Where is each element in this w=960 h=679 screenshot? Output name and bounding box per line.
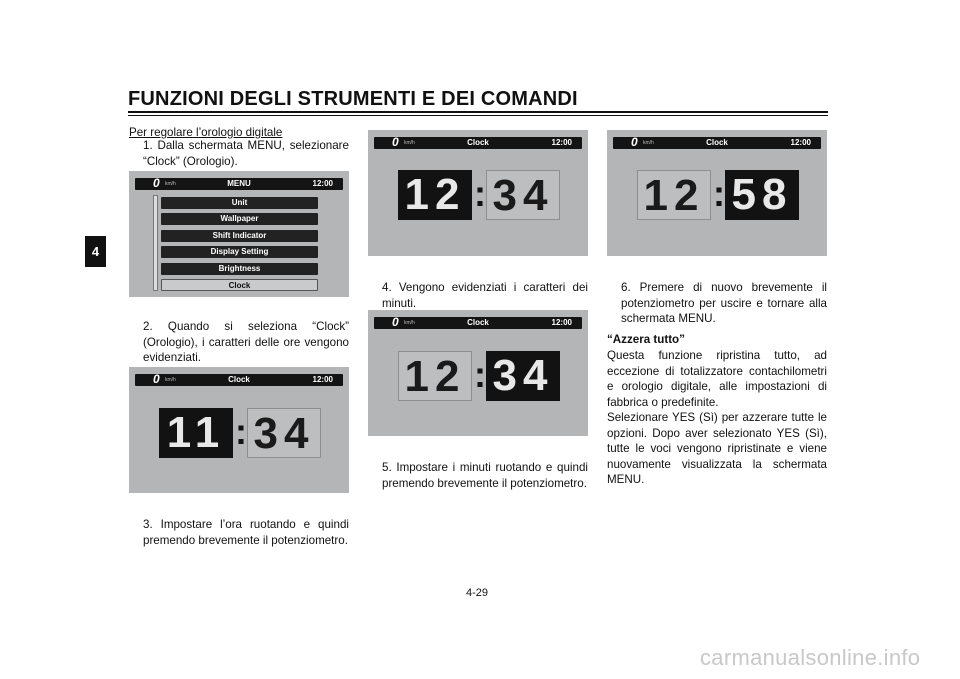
menu-item-display-setting: Display Setting: [161, 246, 318, 258]
screen-title: Clock: [467, 138, 489, 147]
reset-description: Questa funzione ripristina tutto, ad eccezione di totalizzatore contachilometri e orologio digitale, alle impostazioni di fabbrica o predefinite.: [607, 349, 827, 409]
menu-item-clock: Clock: [161, 279, 318, 291]
screen-title: Clock: [467, 318, 489, 327]
speed-unit: km/h: [165, 377, 176, 383]
hours-digits: 12: [398, 351, 472, 401]
watermark: carmanualsonline.info: [700, 645, 921, 670]
step-text: Vengono evidenziati i caratteri dei minuti.: [382, 281, 588, 310]
screen-time: 12:00: [312, 375, 333, 384]
menu-screen: [129, 171, 349, 297]
step-text: Impostare i minuti ruotando e quindi premendo brevemente il potenziometro.: [382, 461, 588, 490]
time-colon: :: [474, 173, 486, 214]
step-4: [382, 280, 588, 311]
page-title: FUNZIONI DEGLI STRUMENTI E DEI COMANDI: [128, 88, 578, 110]
time-colon: :: [474, 354, 486, 395]
screen-time: 12:00: [551, 318, 572, 327]
speed-value: 0: [392, 135, 399, 149]
speed-value: 0: [392, 315, 399, 329]
screen-title: MENU: [227, 179, 251, 188]
time-colon: :: [235, 411, 247, 452]
menu-item-shift-indicator: Shift Indicator: [161, 230, 318, 242]
step-5: [382, 460, 588, 491]
step-text: Quando si seleziona “Clock” (Orologio), i caratteri delle ore vengono evidenziati.: [143, 320, 349, 365]
speed-unit: km/h: [643, 140, 654, 146]
screen-time: 12:00: [551, 138, 572, 147]
step-number: 4.: [382, 281, 392, 294]
status-bar: [613, 137, 821, 149]
clock-screen-hours-11: [129, 367, 349, 493]
clock-screen-hours-12: [368, 130, 588, 256]
clock-screen-minutes-34: [368, 310, 588, 436]
minutes-digits: 58: [725, 170, 799, 220]
speed-value: 0: [153, 372, 160, 386]
minutes-digits: 34: [247, 408, 321, 458]
speed-unit: km/h: [404, 320, 415, 326]
step-number: 5.: [382, 461, 392, 474]
step-number: 3.: [143, 518, 153, 531]
page-number: 4-29: [466, 587, 489, 599]
step-number: 6.: [621, 281, 631, 294]
step-2: [143, 319, 349, 366]
menu-scrollbar: [153, 195, 158, 291]
hours-digits: 12: [398, 170, 472, 220]
minutes-digits: 34: [486, 170, 560, 220]
clock-screen-minutes-58: [607, 130, 827, 256]
step-1: [143, 138, 349, 169]
step-6: [621, 280, 827, 327]
speed-value: 0: [153, 176, 160, 190]
menu-item-brightness: Brightness: [161, 263, 318, 275]
step-text: Dalla schermata MENU, selezionare “Clock” (Orologio).: [143, 139, 349, 168]
title-rule-thin: [128, 115, 828, 116]
step-number: 2.: [143, 320, 153, 333]
status-bar: [374, 137, 582, 149]
screen-title: Clock: [228, 375, 250, 384]
reset-instructions: Selezionare YES (Sì) per azzerare tutte le opzioni. Dopo aver selezionato YES (Sì), tutte le voci vengono ripristinate e viene nuovamente visualizzata la schermata MENU.: [607, 411, 827, 487]
chapter-tab: 4: [85, 236, 106, 267]
minutes-digits: 34: [486, 351, 560, 401]
step-number: 1.: [143, 139, 153, 152]
hours-digits: 12: [637, 170, 711, 220]
step-3: [143, 517, 349, 548]
speed-unit: km/h: [165, 181, 176, 187]
speed-unit: km/h: [404, 140, 415, 146]
hours-digits: 11: [159, 408, 233, 458]
screen-title: Clock: [706, 138, 728, 147]
step-text: Impostare l’ora ruotando e quindi premendo brevemente il potenziometro.: [143, 518, 349, 547]
screen-time: 12:00: [790, 138, 811, 147]
speed-value: 0: [631, 135, 638, 149]
status-bar: [135, 178, 343, 190]
screen-time: 12:00: [312, 179, 333, 188]
step-text: Premere di nuovo brevemente il potenziometro per uscire e tornare alla schermata MENU.: [621, 281, 827, 326]
reset-heading: “Azzera tutto”: [607, 333, 685, 346]
menu-item-unit: Unit: [161, 197, 318, 209]
menu-item-wallpaper: Wallpaper: [161, 213, 318, 225]
time-colon: :: [713, 173, 725, 214]
status-bar: [374, 317, 582, 329]
status-bar: [135, 374, 343, 386]
title-rule: [128, 111, 828, 113]
section-subtitle: Per regolare l’orologio digitale: [129, 126, 283, 139]
